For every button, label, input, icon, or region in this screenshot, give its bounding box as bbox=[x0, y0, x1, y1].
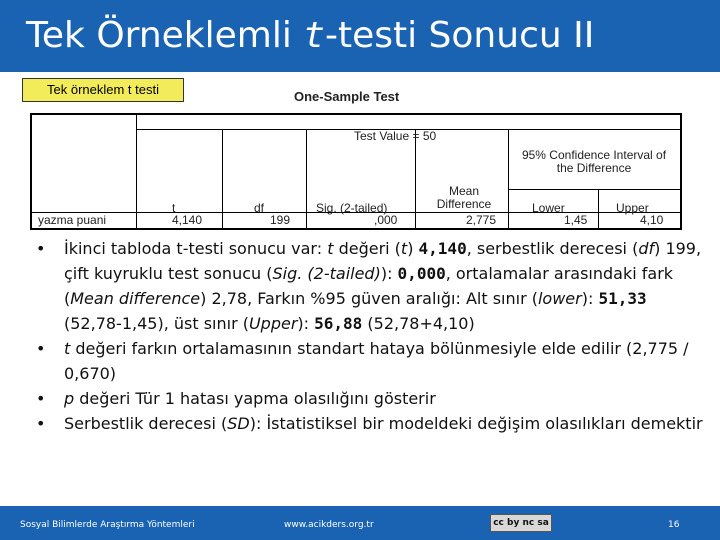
bullet-text-segment: 4,140 bbox=[418, 239, 467, 258]
bullet-text-segment: t bbox=[400, 239, 408, 258]
bullet-text-segment: (52,78-1,45), üst sınır ( bbox=[64, 314, 249, 333]
cell-sig: ,000 bbox=[374, 213, 398, 227]
bullet-text-segment: ): bbox=[297, 314, 315, 333]
grid-line bbox=[222, 129, 223, 228]
bullet-dot-icon: • bbox=[36, 414, 46, 433]
cell-t: 4,140 bbox=[172, 213, 203, 227]
bullet-dot-icon: • bbox=[36, 389, 46, 408]
page-number: 16 bbox=[668, 520, 680, 530]
bullet-text-segment: Serbestlik derecesi ( bbox=[64, 414, 228, 433]
bullet-item bbox=[36, 336, 706, 386]
bullet-dot-icon: • bbox=[36, 239, 46, 258]
bullet-item bbox=[36, 236, 706, 336]
bullet-list bbox=[36, 236, 706, 436]
footer-bar bbox=[0, 506, 720, 540]
col-header-df: df bbox=[254, 201, 265, 215]
test-value-header: Test Value = 50 bbox=[354, 129, 437, 143]
bullet-text-segment: 56,88 bbox=[314, 314, 363, 333]
bullet-text-segment: değeri Tür 1 hatası yapma olasılığını gösterir bbox=[74, 389, 436, 408]
grid-line bbox=[508, 189, 680, 190]
col-header-upper: Upper bbox=[616, 201, 649, 215]
bullet-text-segment: t bbox=[64, 339, 71, 358]
bullet-text-segment: 51,33 bbox=[598, 289, 647, 308]
bullet-item bbox=[36, 386, 706, 411]
bullet-dot-icon: • bbox=[36, 339, 46, 358]
bullet-text-segment: Mean difference bbox=[70, 289, 201, 308]
bullet-text-segment: ): bbox=[581, 289, 599, 308]
grid-line bbox=[508, 129, 509, 228]
bullet-text-segment: ): İstatistiksel bir modeldeki değişim olasılıkları demektir bbox=[249, 414, 703, 433]
bullet-text-segment: ): bbox=[380, 264, 398, 283]
slide-title: Tek Örneklemli t-testi Sonucu II bbox=[26, 15, 595, 56]
bullet-text-segment: Sig. (2-tailed) bbox=[272, 264, 381, 283]
footer-website: www.acikders.org.tr bbox=[284, 520, 374, 530]
bullet-text-segment: , serbestlik derecesi ( bbox=[466, 239, 639, 258]
bullet-item bbox=[36, 411, 706, 436]
grid-line bbox=[415, 129, 416, 228]
bullet-text-segment: t bbox=[327, 239, 334, 258]
bullet-text-segment: lower bbox=[537, 289, 582, 308]
cell-mean-difference: 2,775 bbox=[466, 213, 497, 227]
bullet-text-segment: ) 199, çift kuyruklu test sonucu ( bbox=[64, 239, 702, 283]
cc-license-icon: cc by nc sa bbox=[490, 514, 552, 532]
bullet-text-segment: Upper bbox=[248, 314, 298, 333]
bullet-text-segment: 0,000 bbox=[397, 264, 446, 283]
cell-upper: 4,10 bbox=[640, 213, 664, 227]
bullet-text-segment: SD bbox=[227, 414, 250, 433]
bullet-text-segment: (52,78+4,10) bbox=[362, 314, 475, 333]
bullet-text-segment: ) bbox=[407, 239, 419, 258]
bullet-text-segment: değeri ( bbox=[333, 239, 401, 258]
grid-line bbox=[306, 129, 307, 228]
col-header-mean-difference: Mean Difference bbox=[436, 184, 492, 211]
bullet-text-segment: İkinci tabloda t-testi sonucu var: bbox=[64, 239, 328, 258]
bullet-text-segment: df bbox=[638, 239, 655, 258]
tag-label: Tek örneklem t testi bbox=[22, 78, 184, 102]
col-header-lower: Lower bbox=[532, 201, 565, 215]
cell-df: 199 bbox=[270, 213, 291, 227]
bullet-text-segment: ) 2,78, Farkın %95 güven aralığı: Alt sınır ( bbox=[200, 289, 538, 308]
footer-course: Sosyal Bilimlerde Araştırma Yöntemleri bbox=[20, 520, 195, 530]
cell-lower: 1,45 bbox=[564, 213, 588, 227]
bullet-text-segment: , ortalamalar arasındaki fark ( bbox=[64, 264, 674, 308]
bullet-text-segment: değeri farkın ortalamasının standart hataya bölünmesiyle elde edilir (2,775 / 0,670) bbox=[64, 339, 689, 383]
spss-output-table bbox=[30, 113, 682, 230]
spss-table-title: One-Sample Test bbox=[294, 89, 400, 104]
grid-line bbox=[598, 189, 599, 228]
ci-header: 95% Confidence Interval of the Difference bbox=[521, 148, 667, 175]
bullet-text-segment: p bbox=[64, 389, 75, 408]
title-bar bbox=[0, 0, 720, 72]
row-label: yazma puani bbox=[38, 213, 107, 227]
col-header-t: t bbox=[172, 201, 176, 215]
title-italic-t: t bbox=[303, 15, 325, 56]
col-header-sig: Sig. (2-tailed) bbox=[316, 201, 388, 215]
